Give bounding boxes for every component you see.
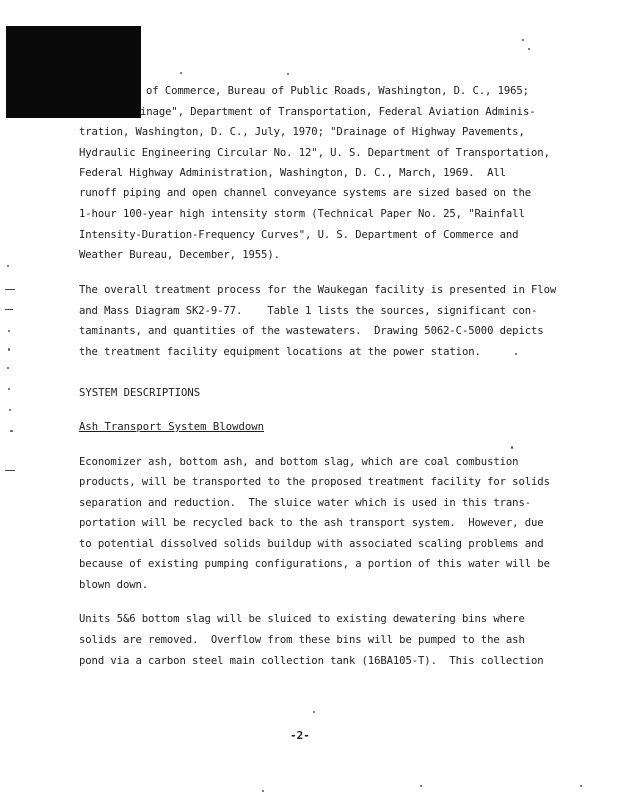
scan-speck [528,48,530,50]
text-line: 1-hour 100-year high intensity storm (Technical Paper No. 25, "Rainfall [79,208,525,220]
scan-speck [7,367,9,369]
scan-mark [5,470,15,471]
section-heading: SYSTEM DESCRIPTIONS [79,387,201,399]
scan-speck [511,446,513,449]
text-line: Weather Bureau, December, 1955). [79,249,280,261]
scan-speck [9,409,11,411]
text-line: the treatment facility equipment locations at the power station. [79,346,481,358]
text-line: and Mass Diagram SK2-9-77. Table 1 lists the sources, significant con- [79,305,538,317]
text-line: to potential dissolved solids buildup with associated scaling problems and [79,538,544,550]
text-line: Units 5&6 bottom slag will be sluiced to existing dewatering bins where [79,613,525,625]
scan-speck [420,785,422,787]
scan-speck [180,72,182,74]
text-line: Federal Highway Administration, Washington, D. C., March, 1969. All [79,167,506,179]
text-line: runoff piping and open channel conveyance systems are sized based on the [79,187,532,199]
text-line: tration, Washington, D. C., July, 1970; "Drainage of Highway Pavements, [79,126,525,138]
text-line: solids are removed. Overflow from these bins will be pumped to the ash [79,634,525,646]
text-line: inage", Department of Transportation, Federal Aviation Adminis- [140,106,536,118]
redaction-block [6,26,141,118]
scan-speck [515,353,517,355]
text-line: separation and reduction. The sluice water which is used in this trans- [79,497,532,509]
text-line: of Commerce, Bureau of Public Roads, Washington, D. C., 1965; [146,85,529,97]
scan-speck [8,330,10,332]
page-number: -2- [290,729,310,742]
scan-speck [8,348,10,351]
scan-speck [7,265,9,267]
text-line: Hydraulic Engineering Circular No. 12", U. S. Department of Transportation, [79,147,550,159]
scan-speck [313,711,315,713]
scan-speck [8,388,10,390]
scan-speck [262,790,264,792]
text-line: pond via a carbon steel main collection tank (16BA105-T). This collection [79,655,544,667]
text-line: Intensity-Duration-Frequency Curves", U. S. Department of Commerce and [79,229,519,241]
subsection-heading: Ash Transport System Blowdown [79,421,264,433]
text-line: taminants, and quantities of the wastewaters. Drawing 5062-C-5000 depicts [79,325,544,337]
text-line: blown down. [79,579,149,591]
scan-speck [522,39,524,41]
scan-mark [5,309,13,310]
text-line: The overall treatment process for the Waukegan facility is presented in Flow [79,284,557,296]
text-line: products, will be transported to the proposed treatment facility for solids [79,476,550,488]
text-line: Economizer ash, bottom ash, and bottom slag, which are coal combustion [79,456,519,468]
scan-speck [580,785,582,787]
scan-speck [10,430,13,432]
text-line: because of existing pumping configurations, a portion of this water will be [79,558,550,570]
scan-mark [5,289,15,290]
scan-speck [287,73,289,75]
text-line: portation will be recycled back to the ash transport system. However, due [79,517,544,529]
